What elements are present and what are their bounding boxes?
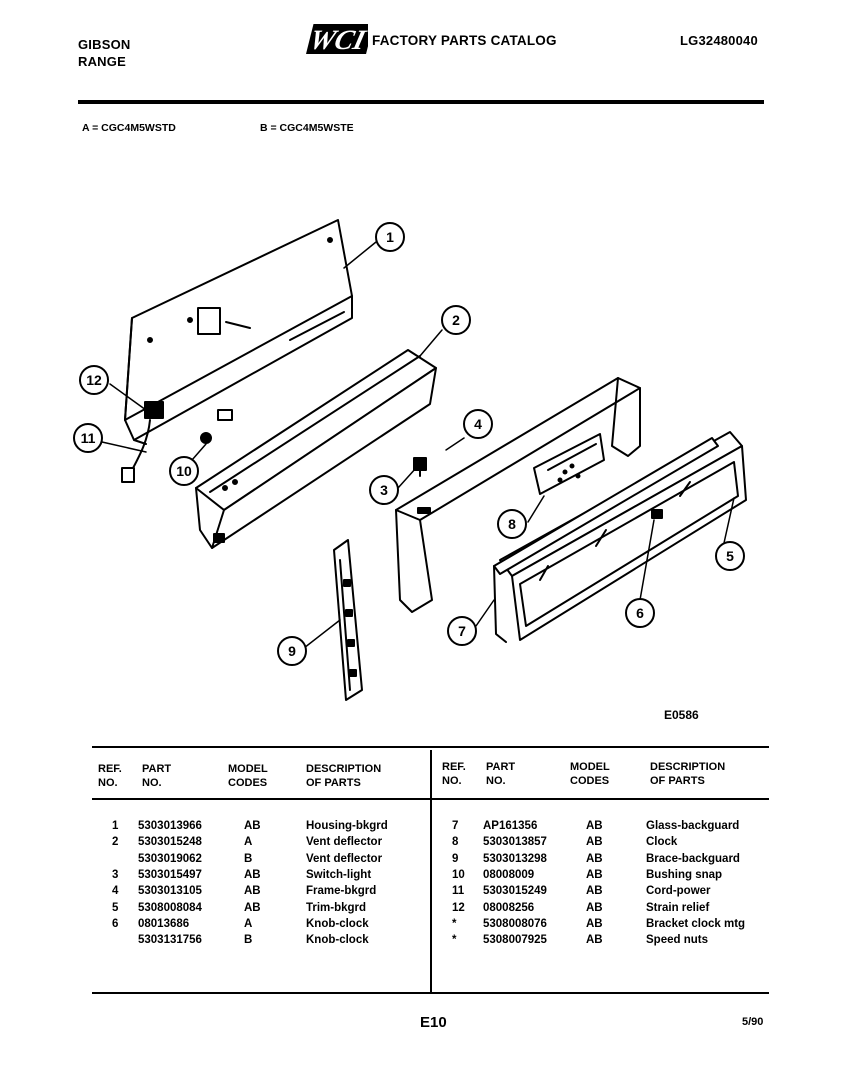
- model-header-right: MODEL CODES: [570, 761, 610, 787]
- table-cell-code: AB: [244, 868, 261, 881]
- table-cell-ref: 11: [452, 885, 465, 898]
- svg-text:11: 11: [80, 430, 96, 446]
- table-cell-desc: Knob-clock: [306, 934, 369, 947]
- table-cell-part: 5303015249: [483, 885, 547, 898]
- brand-name: GIBSON: [78, 37, 131, 52]
- table-cell-part: 5303015248: [138, 836, 202, 849]
- table-cell-code: A: [244, 836, 253, 849]
- table-column-divider: [430, 750, 432, 992]
- logo-text: WCI: [306, 25, 368, 56]
- table-cell-code: AB: [244, 820, 261, 832]
- table-cell-code: A: [244, 917, 253, 930]
- product-type: RANGE: [78, 54, 126, 69]
- svg-text:8: 8: [508, 516, 516, 532]
- table-cell-ref: 2: [112, 836, 119, 849]
- ref-header-right: REF. NO.: [442, 761, 466, 787]
- table-cell-desc: Strain relief: [646, 901, 710, 914]
- table-cell-part: 5303013105: [138, 885, 202, 898]
- table-cell-desc: Speed nuts: [646, 934, 708, 947]
- table-cell-desc: Bracket clock mtg: [646, 917, 746, 930]
- table-cell-part: AP161356: [483, 820, 538, 832]
- table-cell-part: 08008256: [483, 901, 535, 914]
- table-cell-part: 5308008084: [138, 901, 202, 914]
- table-cell-code: B: [244, 934, 253, 947]
- table-cell-desc: Trim-bkgrd: [306, 901, 367, 914]
- table-cell-part: 08013686: [138, 917, 190, 930]
- table-top-rule: [92, 746, 769, 748]
- table-cell-code: B: [244, 852, 253, 865]
- table-cell-ref: 10: [452, 868, 465, 881]
- table-cell-code: AB: [586, 934, 603, 947]
- svg-text:6: 6: [636, 605, 644, 621]
- table-cell-ref: 5: [112, 901, 119, 914]
- table-cell-ref: 9: [452, 852, 459, 865]
- brace-backguard-part: [334, 540, 362, 700]
- table-cell-part: 08008009: [483, 868, 535, 881]
- table-cell-code: AB: [586, 885, 603, 898]
- table-cell-desc: Switch-light: [306, 868, 372, 881]
- table-cell-desc: Clock: [646, 836, 678, 849]
- table-cell-ref: *: [452, 917, 457, 930]
- table-cell-ref: 4: [112, 885, 119, 898]
- table-cell-ref: 8: [452, 836, 459, 849]
- drawing-id: E0586: [664, 708, 699, 722]
- table-cell-part: 5303013966: [138, 820, 202, 832]
- catalog-number: LG32480040: [680, 33, 758, 48]
- model-b-label: B = CGC4M5WSTE: [260, 122, 354, 134]
- page-number: E10: [420, 1014, 447, 1031]
- svg-text:7: 7: [458, 623, 466, 639]
- table-cell-code: AB: [586, 852, 603, 865]
- svg-text:2: 2: [452, 312, 460, 328]
- svg-text:3: 3: [380, 482, 388, 498]
- part-header-right: PART NO.: [486, 761, 516, 787]
- table-cell-code: AB: [586, 836, 603, 849]
- table-cell-ref: 3: [112, 868, 119, 881]
- svg-text:9: 9: [288, 643, 296, 659]
- table-header-rule: [92, 798, 769, 800]
- catalog-title: FACTORY PARTS CATALOG: [372, 33, 557, 48]
- table-cell-part: 5303019062: [138, 852, 202, 865]
- desc-header-right: DESCRIPTION OF PARTS: [650, 761, 726, 787]
- switch-light-part: [414, 458, 426, 476]
- table-cell-desc: Vent deflector: [306, 836, 383, 849]
- table-cell-desc: Cord-power: [646, 885, 711, 898]
- svg-text:5: 5: [726, 548, 734, 564]
- model-header: MODEL CODES: [228, 763, 268, 789]
- table-cell-part: 5308008076: [483, 917, 547, 930]
- ref-header: REF. NO.: [98, 763, 122, 789]
- table-cell-code: AB: [244, 885, 261, 898]
- table-cell-ref: 1: [112, 820, 119, 832]
- svg-text:10: 10: [176, 463, 192, 479]
- table-cell-part: 5303013857: [483, 836, 547, 849]
- knob-clock-part: [652, 510, 662, 518]
- table-cell-part: 5303015497: [138, 868, 202, 881]
- table-cell-ref: 7: [452, 820, 459, 832]
- table-cell-part: 5308007925: [483, 934, 547, 947]
- table-cell-ref: 6: [112, 917, 119, 930]
- svg-text:1: 1: [386, 229, 394, 245]
- table-cell-desc: Housing-bkgrd: [306, 820, 388, 832]
- table-cell-ref: 12: [452, 901, 465, 914]
- vent-deflector-part: [196, 350, 436, 548]
- table-cell-desc: Frame-bkgrd: [306, 885, 377, 898]
- table-cell-desc: Knob-clock: [306, 917, 369, 930]
- table-cell-ref: *: [452, 934, 457, 947]
- bushing-part: [201, 433, 211, 443]
- table-cell-part: 5303131756: [138, 934, 202, 947]
- table-bottom-rule: [92, 992, 769, 994]
- trim-backguard-part: [500, 432, 746, 640]
- svg-text:12: 12: [86, 372, 102, 388]
- table-cell-code: AB: [586, 868, 603, 881]
- model-a-label: A = CGC4M5WSTD: [82, 122, 176, 134]
- table-cell-code: AB: [586, 901, 603, 914]
- table-cell-desc: Bushing snap: [646, 868, 723, 881]
- table-cell-code: AB: [244, 901, 261, 914]
- revision-date: 5/90: [742, 1016, 764, 1028]
- svg-text:4: 4: [474, 416, 482, 432]
- table-cell-code: AB: [586, 917, 603, 930]
- table-cell-part: 5303013298: [483, 852, 547, 865]
- table-cell-desc: Brace-backguard: [646, 852, 740, 865]
- table-cell-desc: Glass-backguard: [646, 820, 740, 832]
- table-cell-desc: Vent deflector: [306, 852, 383, 865]
- table-cell-code: AB: [586, 820, 603, 832]
- part-header: PART NO.: [142, 763, 172, 789]
- desc-header: DESCRIPTION OF PARTS: [306, 763, 382, 789]
